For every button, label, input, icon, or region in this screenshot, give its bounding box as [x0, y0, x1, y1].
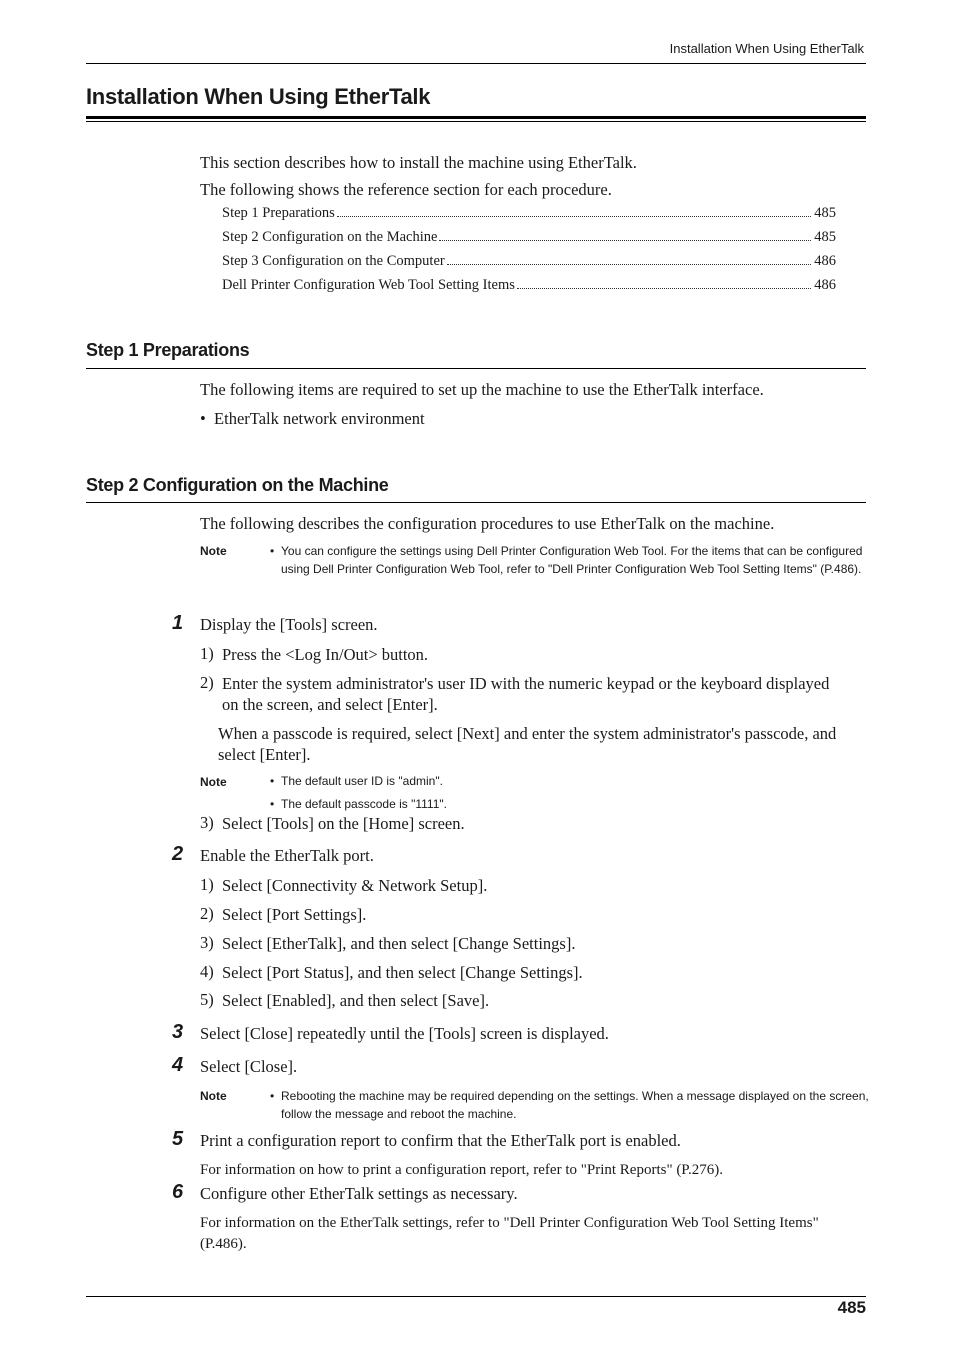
step-number: 4: [172, 1054, 184, 1076]
bullet-icon: •: [270, 797, 275, 811]
substep-number: 1): [200, 644, 214, 663]
toc-entry-label: Step 3 Configuration on the Computer: [222, 253, 445, 269]
toc-leader-dots: [447, 264, 812, 265]
info-paragraph: For information on the EtherTalk settings, refer to "Dell Printer Configuration Web Tool Setting Items" (P.486).: [200, 1215, 819, 1252]
substep-number: 4): [200, 962, 214, 981]
substep-number: 2): [200, 904, 214, 923]
section-title-step1: Step 1 Preparations: [86, 340, 250, 360]
bullet-text: EtherTalk network environment: [214, 409, 425, 428]
toc-entry-page: 485: [814, 229, 836, 245]
toc-entry-page: 485: [814, 205, 836, 221]
substep-text: Press the <Log In/Out> button.: [222, 645, 429, 664]
step-text: Print a configuration report to confirm that the EtherTalk port is enabled.: [200, 1131, 681, 1150]
toc-entry-label: Dell Printer Configuration Web Tool Setting Items: [222, 277, 515, 293]
step-text: Select [Close] repeatedly until the [Tools] screen is displayed.: [200, 1024, 609, 1043]
substep-number: 3): [200, 933, 214, 952]
toc-entry-label: Step 2 Configuration on the Machine: [222, 229, 438, 245]
section-title-step2: Step 2 Configuration on the Machine: [86, 475, 389, 495]
step-text: Display the [Tools] screen.: [200, 615, 378, 634]
note-text: The default passcode is "1111".: [281, 797, 447, 811]
title-rule-thick: [86, 116, 866, 119]
chapter-title: Installation When Using EtherTalk: [86, 84, 431, 109]
step-text: Configure other EtherTalk settings as necessary.: [200, 1184, 518, 1203]
step-number: 5: [172, 1128, 184, 1150]
step-text: Select [Close].: [200, 1057, 298, 1076]
section1-paragraph: The following items are required to set up the machine to use the EtherTalk interface.: [200, 380, 764, 399]
note-label: Note: [200, 1089, 227, 1103]
toc-entry[interactable]: [222, 277, 836, 294]
substep-number: 1): [200, 875, 214, 894]
page-number: 485: [837, 1298, 866, 1317]
substep-text: Enter the system administrator's user ID with the numeric keypad or the keyboard displayed on the screen, and select [Enter].: [222, 674, 830, 714]
header-rule: [86, 63, 866, 64]
step-number: 6: [172, 1181, 184, 1203]
toc-entry[interactable]: [222, 205, 836, 222]
step-number: 2: [172, 843, 184, 865]
note-text: The default user ID is "admin".: [281, 774, 443, 788]
substep-number: 5): [200, 990, 214, 1009]
toc-entry[interactable]: [222, 253, 836, 270]
passcode-paragraph: When a passcode is required, select [Next] and enter the system administrator's passcode, and select [Enter].: [218, 724, 837, 764]
info-paragraph: For information on how to print a configuration report, refer to "Print Reports" (P.276).: [200, 1162, 723, 1178]
bullet-icon: •: [270, 774, 275, 788]
substep-text: Select [Connectivity & Network Setup].: [222, 876, 488, 895]
section-rule: [86, 502, 866, 503]
running-header: Installation When Using EtherTalk: [669, 41, 864, 56]
toc-entry-page: 486: [814, 253, 836, 269]
substep-text: Select [Enabled], and then select [Save].: [222, 991, 490, 1010]
substep-text: Select [Tools] on the [Home] screen.: [222, 814, 465, 833]
title-rule-thin: [86, 121, 866, 122]
section-rule: [86, 368, 866, 369]
bullet-icon: •: [270, 1089, 275, 1103]
note-label: Note: [200, 544, 227, 558]
substep-text: Select [Port Settings].: [222, 905, 367, 924]
intro-paragraph-1: This section describes how to install the machine using EtherTalk.: [200, 153, 637, 172]
step-text: Enable the EtherTalk port.: [200, 846, 374, 865]
note-label: Note: [200, 775, 227, 789]
substep-number: 3): [200, 813, 214, 832]
step-number: 1: [172, 612, 184, 634]
bullet-icon: •: [270, 544, 275, 558]
section2-paragraph: The following describes the configuration procedures to use EtherTalk on the machine.: [200, 514, 775, 533]
note-text: Rebooting the machine may be required depending on the settings. When a message displayed on the screen, follow the message and reboot the machine.: [281, 1089, 869, 1121]
toc-entry-label: Step 1 Preparations: [222, 205, 335, 221]
toc-leader-dots: [517, 288, 811, 289]
step-number: 3: [172, 1021, 184, 1043]
toc-leader-dots: [439, 240, 811, 241]
substep-text: Select [Port Status], and then select [Change Settings].: [222, 963, 583, 982]
bullet-icon: •: [200, 409, 215, 428]
substep-number: 2): [200, 673, 214, 692]
intro-paragraph-2: The following shows the reference section for each procedure.: [200, 180, 612, 199]
toc-entry[interactable]: [222, 229, 836, 246]
section1-bullet-item: [200, 409, 425, 429]
note-text: You can configure the settings using Dell Printer Configuration Web Tool. For the items that can be configured using Dell Printer Configuration Web Tool, refer to "Dell Printer Configuration Web Tool Setting Items" (P.486).: [281, 544, 863, 576]
footer-rule: [86, 1296, 866, 1297]
toc-entry-page: 486: [814, 277, 836, 293]
substep-text: Select [EtherTalk], and then select [Change Settings].: [222, 934, 576, 953]
toc-leader-dots: [337, 216, 811, 217]
